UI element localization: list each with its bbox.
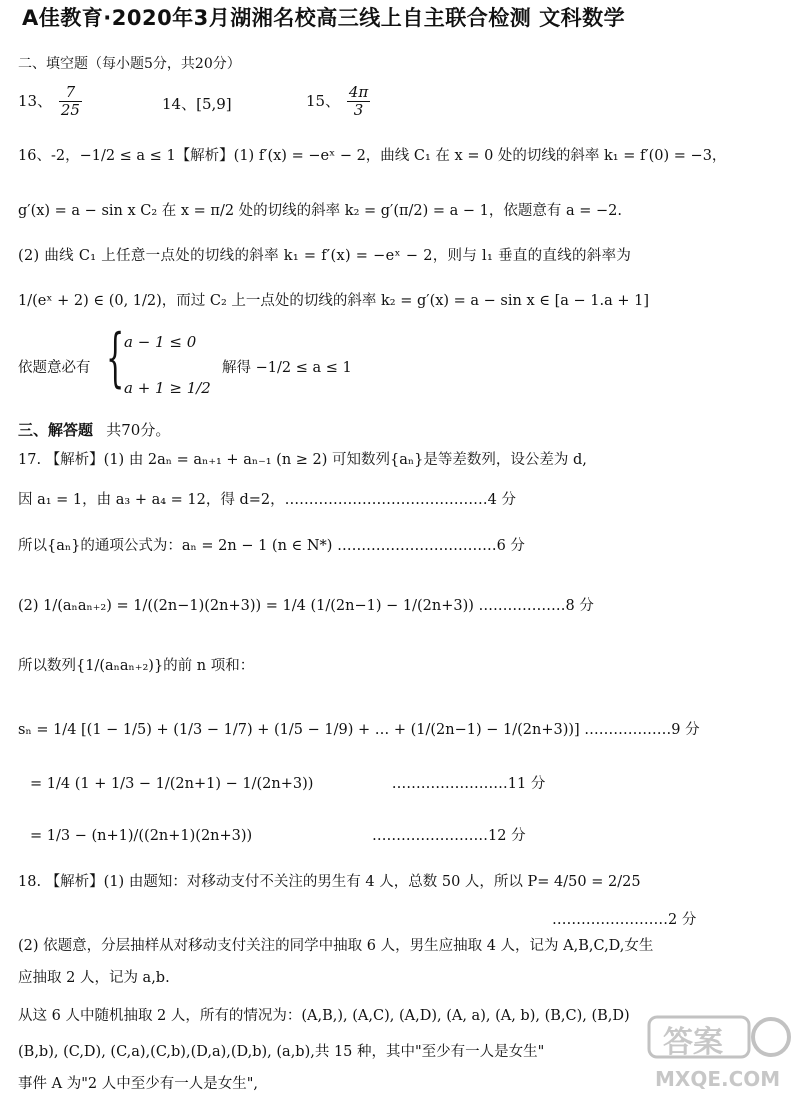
q16-line-1: 16、-2，−1/2 ≤ a ≤ 1【解析】(1) f′(x) = −eˣ − 2，曲线 C₁ 在 x = 0 处的切线的斜率 k₁ = f′(0) = −3， bbox=[18, 148, 727, 164]
q16-system-cond-1: a − 1 ≤ 0 bbox=[124, 333, 197, 351]
answer-15-fraction bbox=[347, 84, 370, 120]
q17-line-3: 所以{aₙ}的通项公式为：aₙ = 2n − 1 (n ∈ N*) ……………………………6 分 bbox=[18, 538, 525, 554]
answer-15 bbox=[306, 84, 372, 120]
q17-line-7: = 1/4 (1 + 1/3 − 1/(2n+1) − 1/(2n+3)) ……………………11 分 bbox=[30, 776, 546, 792]
q18-line-1: 18. 【解析】(1) 由题知：对移动支付不关注的男生有 4 人，总数 50 人，所以 P= 4/50 = 2/25 bbox=[18, 874, 641, 890]
section3-total: 共70分。 bbox=[106, 421, 171, 439]
q17-line-5: 所以数列{1/(aₙaₙ₊₂)}的前 n 项和： bbox=[18, 658, 255, 674]
q16-system-cond-2: a + 1 ≥ 1/2 bbox=[124, 379, 211, 397]
q17-line-1: 17. 【解析】(1) 由 2aₙ = aₙ₊₁ + aₙ₋₁ (n ≥ 2) 可知数列{aₙ}是等差数列，设公差为 d, bbox=[18, 452, 587, 468]
answer-13-fraction bbox=[59, 84, 82, 120]
watermark-text-2: MXQE.COM bbox=[655, 1067, 781, 1091]
q18-line-3: (2) 依题意，分层抽样从对移动支付关注的同学中抽取 6 人，男生应抽取 4 人，记为 A,B,C,D,女生 bbox=[18, 938, 654, 954]
watermark-logo bbox=[641, 1007, 801, 1097]
q17-line-2: 因 a₁ = 1，由 a₃ + a₄ = 12，得 d=2，……………………………………4 分 bbox=[18, 492, 516, 508]
q16-system-result: 解得 −1/2 ≤ a ≤ 1 bbox=[222, 360, 352, 376]
q17-line-8: = 1/3 − (n+1)/((2n+1)(2n+3)) ……………………12 分 bbox=[30, 828, 526, 844]
q17-line-6: sₙ = 1/4 [(1 − 1/5) + (1/3 − 1/7) + (1/5 − 1/9) + … + (1/(2n−1) − 1/(2n+3))] ………………9 分 bbox=[18, 722, 700, 738]
q16-line-3: (2) 曲线 C₁ 上任意一点处的切线的斜率 k₁ = f′(x) = −eˣ − 2，则与 l₁ 垂直的直线的斜率为 bbox=[18, 248, 632, 264]
watermark-text-1: 答案 bbox=[663, 1025, 723, 1060]
q16-system-prefix: 依题意必有 bbox=[18, 360, 91, 376]
q16-line-4: 1/(eˣ + 2) ∈ (0, 1/2)，而过 C₂ 上一点处的切线的斜率 k₂ = g′(x) = a − sin x ∈ [a − 1.a + 1] bbox=[18, 293, 649, 309]
section3-heading: 三、解答题 bbox=[18, 421, 94, 439]
answer-13 bbox=[18, 84, 84, 120]
q17-line-4: (2) 1/(aₙaₙ₊₂) = 1/((2n−1)(2n+3)) = 1/4 (1/(2n−1) − 1/(2n+3)) ………………8 分 bbox=[18, 598, 594, 614]
q18-line-7: 事件 A 为"2 人中至少有一人是女生", bbox=[18, 1076, 258, 1092]
answer-15-num: 4π bbox=[348, 83, 369, 101]
answer-15-label: 15、 bbox=[306, 91, 341, 110]
q18-line-4: 应抽取 2 人，记为 a,b. bbox=[18, 970, 170, 986]
q18-line-2: ……………………2 分 bbox=[552, 912, 697, 928]
answer-14: 14、[5,9] bbox=[162, 95, 232, 113]
answer-13-num: 7 bbox=[59, 84, 82, 102]
section-heading-solve bbox=[18, 422, 170, 439]
document-title: A佳教育·2020年3月湖湘名校高三线上自主联合检测 文科数学 bbox=[22, 6, 626, 30]
q16-line-2: g′(x) = a − sin x C₂ 在 x = π/2 处的切线的斜率 k₂ = g′(π/2) = a − 1，依题意有 a = −2. bbox=[18, 203, 622, 219]
system-brace: { bbox=[106, 321, 125, 395]
answer-15-den: 3 bbox=[353, 101, 364, 120]
answer-13-label: 13、 bbox=[18, 91, 53, 110]
answer-13-den: 25 bbox=[60, 101, 80, 120]
q18-line-5: 从这 6 人中随机抽取 2 人，所有的情况为：(A,B,), (A,C), (A,D), (A, a), (A, b), (B,C), (B,D) bbox=[18, 1008, 630, 1024]
section-heading-fill-in: 二、填空题（每小题5分，共20分） bbox=[18, 56, 241, 72]
q18-line-6: (B,b), (C,D), (C,a),(C,b),(D,a),(D,b), (a,b),共 15 种，其中"至少有一人是女生" bbox=[18, 1044, 545, 1060]
